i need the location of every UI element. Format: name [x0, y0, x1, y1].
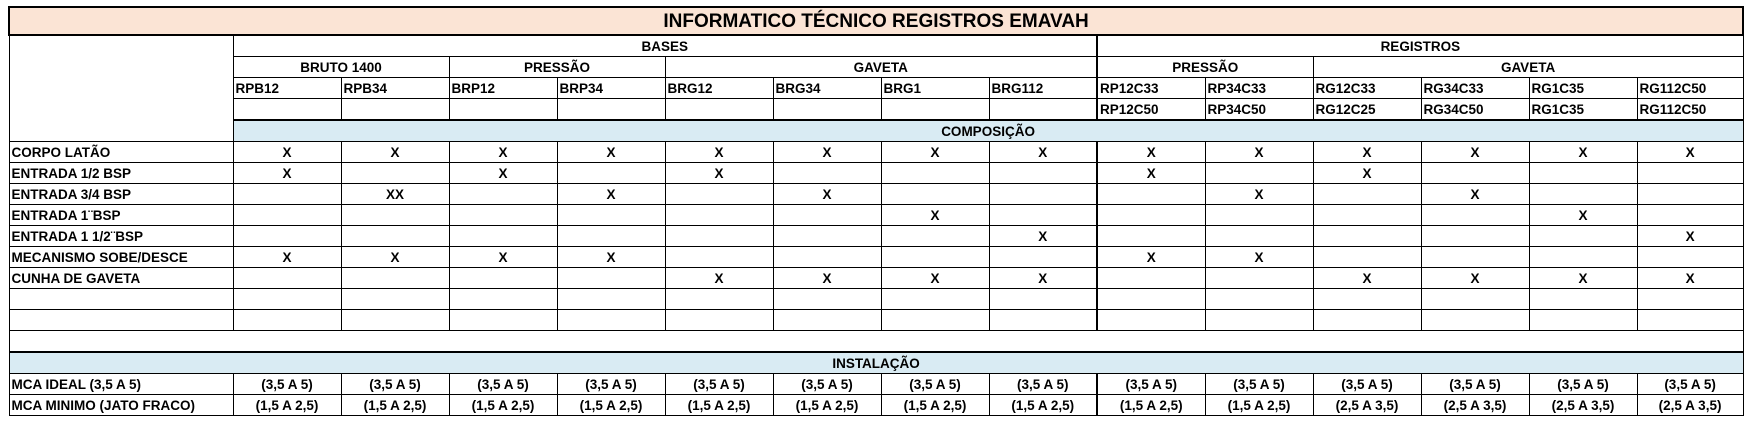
- mark-cell: [557, 163, 665, 184]
- mark-cell: [1637, 247, 1743, 268]
- mark-cell: X: [449, 247, 557, 268]
- empty-cell: [449, 310, 557, 331]
- mark-cell: X: [773, 184, 881, 205]
- value-cell: (3,5 A 5): [341, 374, 449, 395]
- empty-cell: [233, 289, 341, 310]
- mark-cell: [773, 226, 881, 247]
- empty-cell: [665, 289, 773, 310]
- group-header-registros: REGISTROS: [1097, 35, 1743, 57]
- value-cell: (3,5 A 5): [881, 374, 989, 395]
- model-code: BRG34: [773, 78, 881, 99]
- mark-cell: [1529, 163, 1637, 184]
- table-row: [9, 247, 1743, 268]
- subgroup-bruto: BRUTO 1400: [233, 57, 449, 78]
- empty-cell: [341, 310, 449, 331]
- table-row: [9, 163, 1743, 184]
- empty-cell: [881, 289, 989, 310]
- mark-cell: [341, 163, 449, 184]
- mark-cell: [1097, 184, 1205, 205]
- mark-cell: [557, 205, 665, 226]
- empty-cell: [1421, 310, 1529, 331]
- mark-cell: X: [449, 163, 557, 184]
- corner-cell: [9, 35, 233, 142]
- row-label: ENTRADA 3/4 BSP: [9, 184, 233, 205]
- mark-cell: [1205, 268, 1313, 289]
- mark-cell: [773, 205, 881, 226]
- mark-cell: X: [989, 142, 1097, 163]
- mark-cell: [773, 163, 881, 184]
- mark-cell: X: [1529, 142, 1637, 163]
- empty-cell: [1205, 310, 1313, 331]
- empty-cell: [665, 310, 773, 331]
- mark-cell: [557, 268, 665, 289]
- mark-cell: [881, 247, 989, 268]
- model-code: RG34C33: [1421, 78, 1529, 99]
- model-code: BRG12: [665, 78, 773, 99]
- mark-cell: [989, 247, 1097, 268]
- model-code: BRG112: [989, 78, 1097, 99]
- section-header-composicao: COMPOSIÇÃO: [233, 120, 1743, 142]
- row-label: MCA MINIMO (JATO FRACO): [9, 395, 233, 416]
- value-cell: (1,5 A 2,5): [989, 395, 1097, 416]
- value-cell: (1,5 A 2,5): [665, 395, 773, 416]
- empty-cell: [1421, 289, 1529, 310]
- value-cell: (2,5 A 3,5): [1529, 395, 1637, 416]
- mark-cell: [1529, 226, 1637, 247]
- mark-cell: [881, 163, 989, 184]
- subgroup-pressao-bases: PRESSÃO: [449, 57, 665, 78]
- mark-cell: [665, 247, 773, 268]
- empty-cell: [1637, 310, 1743, 331]
- value-cell: (3,5 A 5): [557, 374, 665, 395]
- model-code: RG34C50: [1421, 99, 1529, 121]
- mark-cell: [1097, 226, 1205, 247]
- model-code: RPB34: [341, 78, 449, 99]
- empty-cell: [1529, 289, 1637, 310]
- table-row: [9, 142, 1743, 163]
- empty-cell: [9, 310, 233, 331]
- value-cell: (1,5 A 2,5): [449, 395, 557, 416]
- mark-cell: [233, 205, 341, 226]
- mark-cell: [1529, 184, 1637, 205]
- empty-cell: [773, 289, 881, 310]
- model-code: RP34C50: [1205, 99, 1313, 121]
- mark-cell: X: [557, 142, 665, 163]
- mark-cell: [1205, 205, 1313, 226]
- mark-cell: X: [1637, 142, 1743, 163]
- mark-cell: [233, 268, 341, 289]
- row-label: ENTRADA 1¨BSP: [9, 205, 233, 226]
- mark-cell: [449, 205, 557, 226]
- mark-cell: X: [665, 142, 773, 163]
- mark-cell: X: [1205, 142, 1313, 163]
- mark-cell: X: [1313, 163, 1421, 184]
- mark-cell: X: [1421, 268, 1529, 289]
- model-code: RG1C35: [1529, 78, 1637, 99]
- mark-cell: [1421, 226, 1529, 247]
- empty-row: [9, 310, 1743, 331]
- mark-cell: X: [1421, 142, 1529, 163]
- value-cell: (3,5 A 5): [1637, 374, 1743, 395]
- mark-cell: [665, 205, 773, 226]
- mark-cell: X: [881, 205, 989, 226]
- value-cell: (3,5 A 5): [665, 374, 773, 395]
- mark-cell: [233, 184, 341, 205]
- mark-cell: [881, 184, 989, 205]
- mark-cell: [1421, 247, 1529, 268]
- mark-cell: X: [233, 163, 341, 184]
- mark-cell: X: [989, 226, 1097, 247]
- value-cell: (3,5 A 5): [1421, 374, 1529, 395]
- empty-cell: [9, 289, 233, 310]
- value-cell: (3,5 A 5): [773, 374, 881, 395]
- model-code: RG12C25: [1313, 99, 1421, 121]
- technical-info-table: [8, 6, 1744, 416]
- mark-cell: X: [773, 142, 881, 163]
- value-cell: (3,5 A 5): [1313, 374, 1421, 395]
- mark-cell: X: [1637, 268, 1743, 289]
- value-cell: (3,5 A 5): [1205, 374, 1313, 395]
- value-cell: (1,5 A 2,5): [881, 395, 989, 416]
- mark-cell: X: [881, 268, 989, 289]
- value-cell: (3,5 A 5): [989, 374, 1097, 395]
- mark-cell: [1097, 205, 1205, 226]
- mark-cell: X: [1529, 205, 1637, 226]
- value-cell: (1,5 A 2,5): [233, 395, 341, 416]
- empty-cell: [989, 310, 1097, 331]
- model-code: RP34C33: [1205, 78, 1313, 99]
- table-row: [9, 226, 1743, 247]
- model-code: BRP34: [557, 78, 665, 99]
- value-cell: (3,5 A 5): [449, 374, 557, 395]
- empty-cell: [1529, 310, 1637, 331]
- mark-cell: X: [881, 142, 989, 163]
- value-cell: (3,5 A 5): [233, 374, 341, 395]
- empty-cell: [773, 310, 881, 331]
- empty-cell: [989, 289, 1097, 310]
- empty-cell: [1097, 310, 1205, 331]
- spreadsheet: [8, 6, 1742, 416]
- mark-cell: [989, 205, 1097, 226]
- empty-row: [9, 331, 1743, 353]
- model-code: RG1C35: [1529, 99, 1637, 121]
- mark-cell: XX: [341, 184, 449, 205]
- mark-cell: X: [1205, 184, 1313, 205]
- model-code: RG112C50: [1637, 99, 1743, 121]
- mark-cell: [233, 226, 341, 247]
- mark-cell: X: [233, 247, 341, 268]
- mark-cell: [1421, 205, 1529, 226]
- mark-cell: [1205, 163, 1313, 184]
- mark-cell: [449, 226, 557, 247]
- subgroup-gaveta-bases: GAVETA: [665, 57, 1097, 78]
- empty-cell: [449, 289, 557, 310]
- row-label: MCA IDEAL (3,5 A 5): [9, 374, 233, 395]
- value-cell: (1,5 A 2,5): [1205, 395, 1313, 416]
- mark-cell: X: [1097, 247, 1205, 268]
- mark-cell: [1637, 163, 1743, 184]
- mark-cell: [989, 163, 1097, 184]
- empty-cell: [1313, 289, 1421, 310]
- value-cell: (1,5 A 2,5): [557, 395, 665, 416]
- row-label: ENTRADA 1 1/2¨BSP: [9, 226, 233, 247]
- empty-cell: [1205, 289, 1313, 310]
- table-row: [9, 205, 1743, 226]
- empty-cell: [1637, 289, 1743, 310]
- mark-cell: [665, 184, 773, 205]
- mark-cell: X: [233, 142, 341, 163]
- value-cell: (1,5 A 2,5): [341, 395, 449, 416]
- table-row: [9, 374, 1743, 395]
- model-code: [773, 99, 881, 121]
- mark-cell: X: [773, 268, 881, 289]
- table-row: [9, 395, 1743, 416]
- table-title: INFORMATICO TÉCNICO REGISTROS EMAVAH: [9, 7, 1743, 35]
- subgroup-gaveta-registros: GAVETA: [1313, 57, 1743, 78]
- value-cell: (3,5 A 5): [1097, 374, 1205, 395]
- mark-cell: [989, 184, 1097, 205]
- mark-cell: [1637, 184, 1743, 205]
- mark-cell: [1529, 247, 1637, 268]
- section-header-instalacao: INSTALAÇÃO: [9, 352, 1743, 374]
- mark-cell: [1313, 205, 1421, 226]
- empty-cell: [341, 289, 449, 310]
- value-cell: (2,5 A 3,5): [1637, 395, 1743, 416]
- mark-cell: X: [1313, 142, 1421, 163]
- model-code: [665, 99, 773, 121]
- group-header-bases: BASES: [233, 35, 1097, 57]
- mark-cell: X: [1205, 247, 1313, 268]
- mark-cell: X: [557, 184, 665, 205]
- table-row: [9, 268, 1743, 289]
- model-code: RG12C33: [1313, 78, 1421, 99]
- model-code: RG112C50: [1637, 78, 1743, 99]
- mark-cell: X: [557, 247, 665, 268]
- mark-cell: X: [1637, 226, 1743, 247]
- value-cell: (2,5 A 3,5): [1421, 395, 1529, 416]
- empty-cell: [557, 310, 665, 331]
- model-code: RP12C33: [1097, 78, 1205, 99]
- value-cell: (1,5 A 2,5): [773, 395, 881, 416]
- mark-cell: X: [341, 247, 449, 268]
- mark-cell: X: [449, 142, 557, 163]
- empty-cell: [1097, 289, 1205, 310]
- mark-cell: [1313, 184, 1421, 205]
- empty-row: [9, 289, 1743, 310]
- mark-cell: [881, 226, 989, 247]
- mark-cell: [449, 184, 557, 205]
- mark-cell: [1313, 247, 1421, 268]
- model-code: [881, 99, 989, 121]
- mark-cell: [449, 268, 557, 289]
- model-code: [557, 99, 665, 121]
- empty-cell: [1313, 310, 1421, 331]
- mark-cell: [341, 205, 449, 226]
- mark-cell: X: [1313, 268, 1421, 289]
- mark-cell: [773, 247, 881, 268]
- model-code: [449, 99, 557, 121]
- mark-cell: [1313, 226, 1421, 247]
- model-code: [989, 99, 1097, 121]
- value-cell: (3,5 A 5): [1529, 374, 1637, 395]
- row-label: MECANISMO SOBE/DESCE: [9, 247, 233, 268]
- mark-cell: X: [1097, 163, 1205, 184]
- model-code: RPB12: [233, 78, 341, 99]
- mark-cell: X: [1529, 268, 1637, 289]
- mark-cell: X: [989, 268, 1097, 289]
- mark-cell: [665, 226, 773, 247]
- empty-cell: [9, 331, 1743, 353]
- empty-cell: [233, 310, 341, 331]
- model-code: RP12C50: [1097, 99, 1205, 121]
- mark-cell: [1097, 268, 1205, 289]
- mark-cell: X: [1421, 184, 1529, 205]
- mark-cell: [557, 226, 665, 247]
- model-code: [233, 99, 341, 121]
- model-code: BRG1: [881, 78, 989, 99]
- mark-cell: [1205, 226, 1313, 247]
- mark-cell: [341, 268, 449, 289]
- row-label: CORPO LATÃO: [9, 142, 233, 163]
- mark-cell: X: [341, 142, 449, 163]
- row-label: ENTRADA 1/2 BSP: [9, 163, 233, 184]
- value-cell: (2,5 A 3,5): [1313, 395, 1421, 416]
- mark-cell: X: [665, 163, 773, 184]
- mark-cell: [1637, 205, 1743, 226]
- empty-cell: [557, 289, 665, 310]
- value-cell: (1,5 A 2,5): [1097, 395, 1205, 416]
- subgroup-pressao-registros: PRESSÃO: [1097, 57, 1313, 78]
- row-label: CUNHA DE GAVETA: [9, 268, 233, 289]
- model-code: BRP12: [449, 78, 557, 99]
- mark-cell: X: [665, 268, 773, 289]
- model-code: [341, 99, 449, 121]
- mark-cell: [341, 226, 449, 247]
- mark-cell: [1421, 163, 1529, 184]
- table-row: [9, 184, 1743, 205]
- empty-cell: [881, 310, 989, 331]
- mark-cell: X: [1097, 142, 1205, 163]
